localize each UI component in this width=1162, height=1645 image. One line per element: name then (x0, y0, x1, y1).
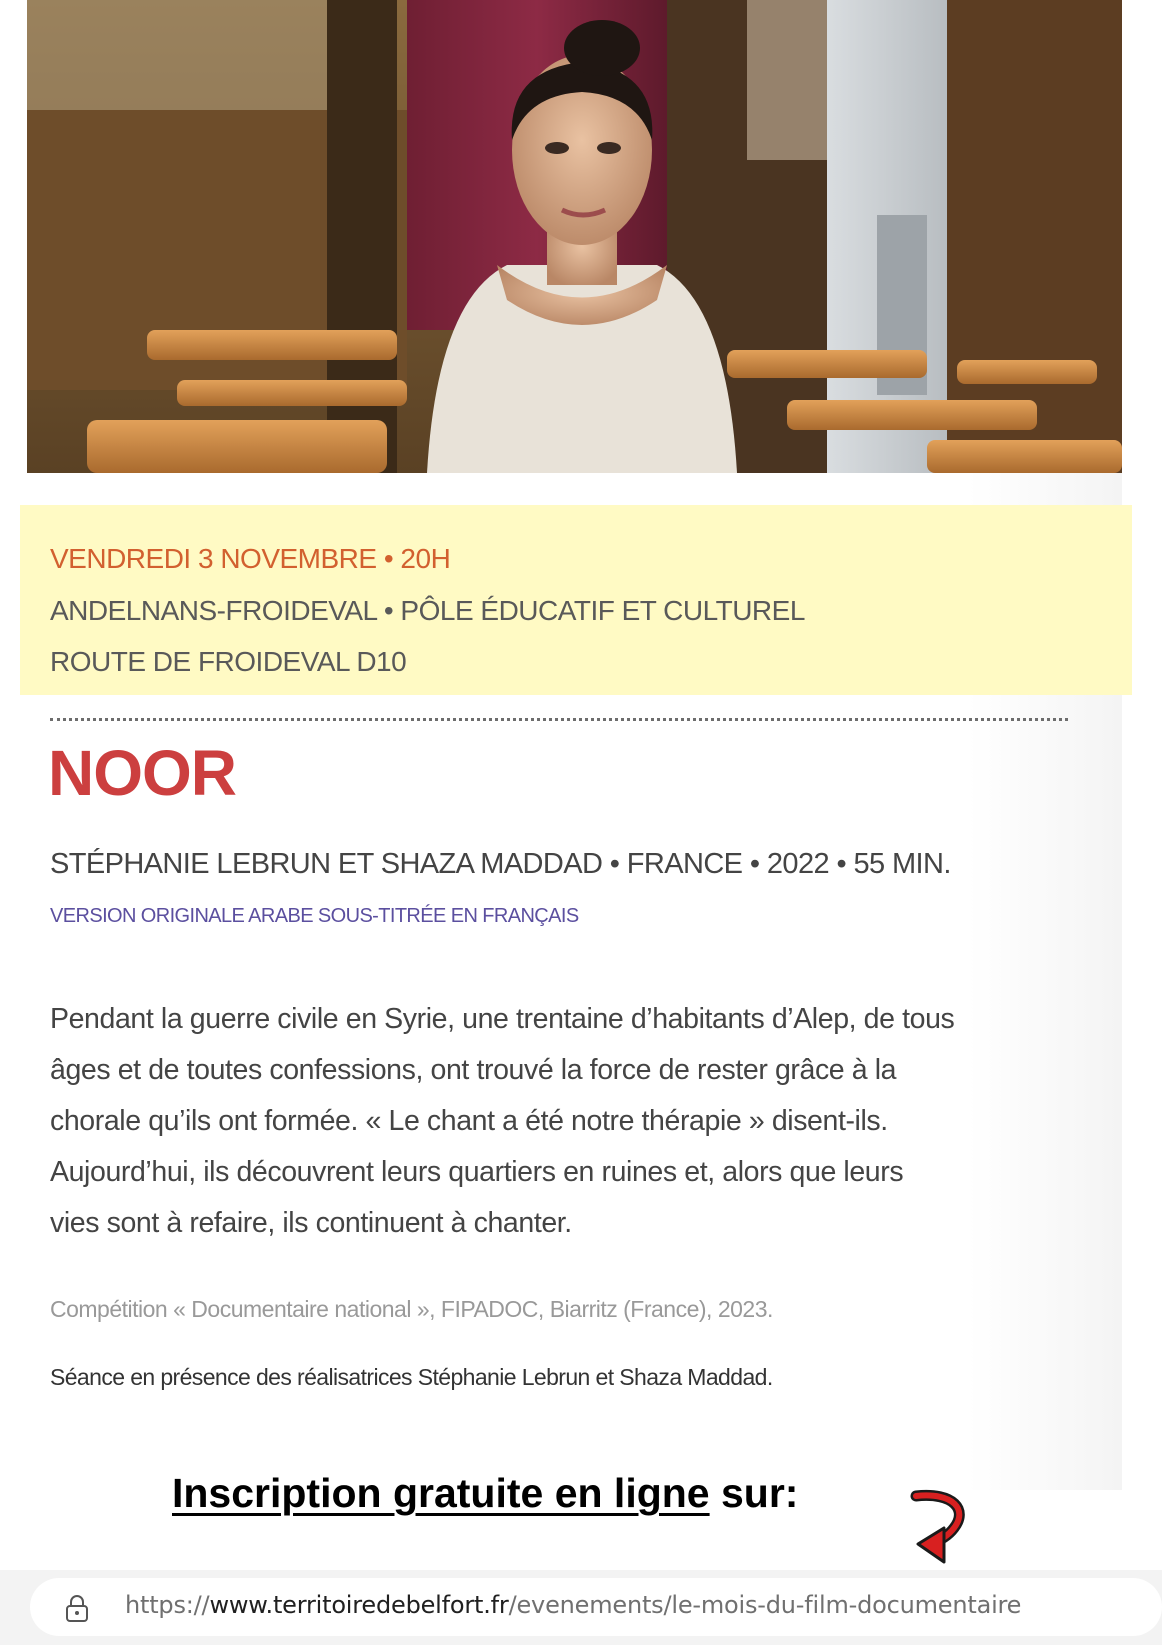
event-road: ROUTE DE FROIDEVAL D10 (50, 646, 407, 677)
synopsis-line: Aujourd’hui, ils découvrent leurs quartiers en ruines et, alors que leurs (50, 1156, 904, 1188)
event-date-time: VENDREDI 3 NOVEMBRE • 20H (50, 543, 451, 574)
url-domain: www.territoiredebelfort.fr (209, 1591, 509, 1619)
synopsis-line: vies sont à refaire, ils continuent à chanter. (50, 1207, 572, 1239)
festival-mention: Compétition « Documentaire national », FIPADOC, Biarritz (France), 2023. (50, 1296, 773, 1322)
lock-icon[interactable] (64, 1593, 90, 1623)
url-path: /evenements/le-mois-du-film-documentaire (508, 1591, 1022, 1619)
browser-address-bar (0, 1570, 1162, 1645)
film-version: VERSION ORIGINALE ARABE SOUS-TITRÉE EN FRANÇAIS (50, 905, 579, 927)
film-credits: STÉPHANIE LEBRUN ET SHAZA MADDAD • FRANCE • 2022 • 55 MIN. (50, 848, 951, 880)
film-synopsis (50, 994, 1090, 1249)
film-still-photo (27, 0, 1122, 473)
url-text[interactable] (125, 1591, 1021, 1619)
event-place: ANDELNANS-FROIDEVAL • PÔLE ÉDUCATIF ET CULTUREL (50, 595, 805, 626)
synopsis-line: Pendant la guerre civile en Syrie, une trentaine d’habitants d’Alep, de tous (50, 1003, 955, 1035)
screening-presence-note: Séance en présence des réalisatrices Stéphanie Lebrun et Shaza Maddad. (50, 1364, 773, 1390)
registration-call-to-action (172, 1470, 798, 1517)
film-title: NOOR (48, 737, 236, 809)
url-prefix: https:// (125, 1591, 210, 1619)
dotted-divider (50, 718, 1068, 721)
registration-suffix: sur: (709, 1470, 799, 1516)
curved-arrow-down-icon (910, 1488, 974, 1568)
synopsis-line: âges et de toutes confessions, ont trouvé la force de rester grâce à la (50, 1054, 897, 1086)
synopsis-line: chorale qu’ils ont formée. « Le chant a été notre thérapie » disent-ils. (50, 1105, 888, 1137)
registration-link[interactable]: Inscription gratuite en ligne (172, 1470, 710, 1516)
url-field[interactable] (30, 1578, 1162, 1636)
event-info-band (20, 505, 1132, 695)
